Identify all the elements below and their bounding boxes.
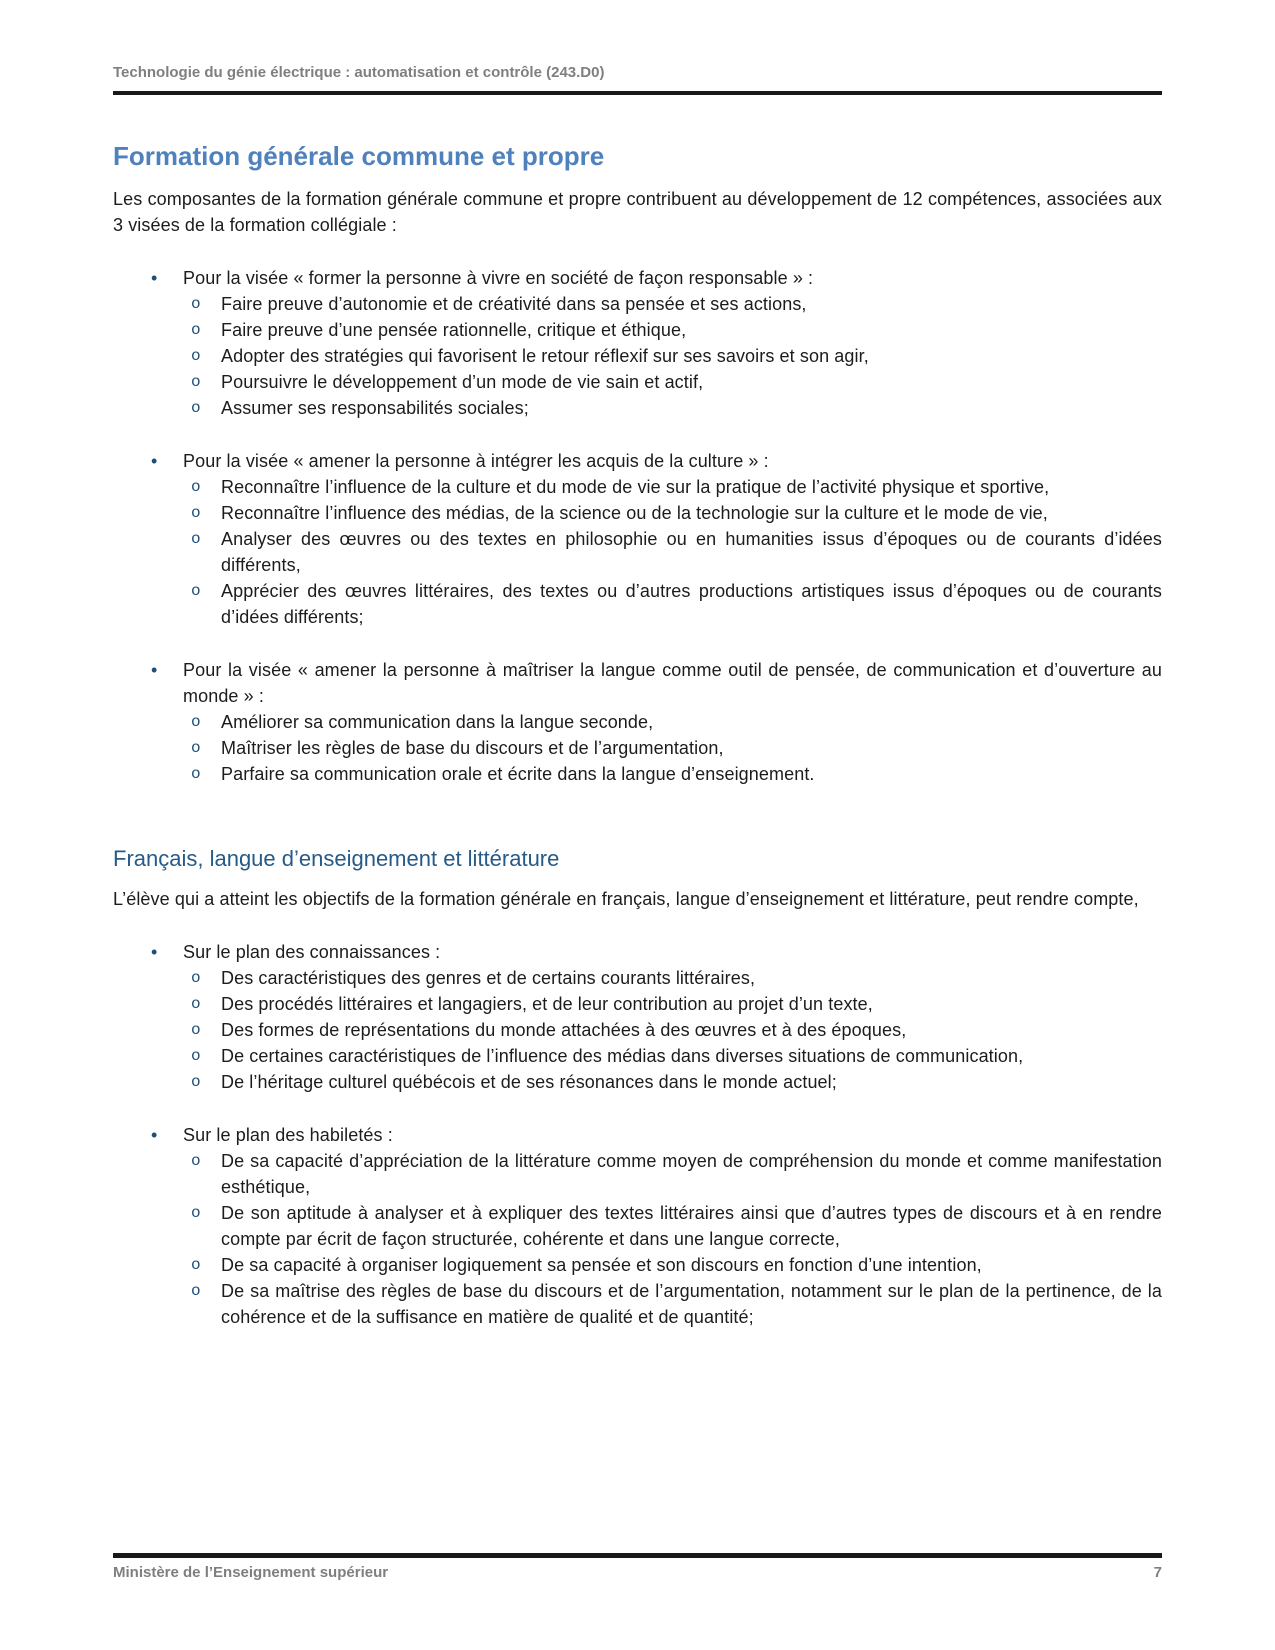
- sub-bullet-item: [113, 1069, 1162, 1095]
- bullet-dot-icon: •: [151, 660, 158, 680]
- circle-bullet-icon: o: [191, 995, 201, 1013]
- sub-bullet-item-text: Reconnaître l’influence de la culture et du mode de vie sur la pratique de l’activité physique et sportive,: [221, 477, 1050, 497]
- sub-bullet-item-text: De sa maîtrise des règles de base du discours et de l’argumentation, notamment sur le plan de la pertinence, de la cohérence et de la suffisance en matière de qualité et de quantité;: [221, 1281, 1162, 1327]
- bullet-item-text: Sur le plan des habiletés :: [183, 1125, 393, 1145]
- sub-bullet-item: [113, 474, 1162, 500]
- circle-bullet-icon: o: [191, 713, 201, 731]
- bullet-item: [113, 448, 1162, 474]
- sub-bullet-item: [113, 500, 1162, 526]
- section-1: [113, 141, 1162, 787]
- header-title: Technologie du génie électrique : automatisation et contrôle (243.D0): [113, 64, 1162, 95]
- bullet-item-text: Sur le plan des connaissances :: [183, 942, 441, 962]
- bullet-group: [113, 657, 1162, 787]
- bullet-item: [113, 265, 1162, 291]
- sub-bullet-item: [113, 1278, 1162, 1330]
- section-2: [113, 845, 1162, 1330]
- running-footer: [113, 1553, 1162, 1581]
- bullet-group: [113, 939, 1162, 1095]
- intro-paragraph: L’élève qui a atteint les objectifs de la formation générale en français, langue d’enseignement et littérature, peut rendre compte,: [113, 889, 1139, 909]
- circle-bullet-icon: o: [191, 1152, 201, 1170]
- running-header: [113, 0, 1162, 95]
- sub-bullet-item-text: De son aptitude à analyser et à expliquer des textes littéraires ainsi que d’autres types de discours et à en rendre compte par écrit de façon structurée, cohérente et dans une langue correcte,: [221, 1203, 1162, 1249]
- sub-bullet-item: [113, 965, 1162, 991]
- circle-bullet-icon: o: [191, 347, 201, 365]
- sub-bullet-item-text: Reconnaître l’influence des médias, de la science ou de la technologie sur la culture et le mode de vie,: [221, 503, 1048, 523]
- sub-bullet-item: [113, 1252, 1162, 1278]
- circle-bullet-icon: o: [191, 739, 201, 757]
- sub-bullet-item: [113, 526, 1162, 578]
- circle-bullet-icon: o: [191, 1073, 201, 1091]
- circle-bullet-icon: o: [191, 969, 201, 987]
- sub-bullet-item: [113, 291, 1162, 317]
- sub-bullet-item-text: Des procédés littéraires et langagiers, et de leur contribution au projet d’un texte,: [221, 994, 873, 1014]
- bullet-item-text: Pour la visée « amener la personne à maîtriser la langue comme outil de pensée, de communication et d’ouverture au monde » :: [183, 660, 1162, 706]
- footer-text: Ministère de l’Enseignement supérieur: [113, 1564, 389, 1581]
- bullet-dot-icon: •: [151, 451, 158, 471]
- sub-bullet-item-text: Poursuivre le développement d’un mode de vie sain et actif,: [221, 372, 704, 392]
- sub-bullet-item-text: Apprécier des œuvres littéraires, des textes ou d’autres productions artistiques issus d’époques ou de courants d’idées différents;: [221, 581, 1162, 627]
- circle-bullet-icon: o: [191, 530, 201, 548]
- sub-bullet-item-text: De sa capacité d’appréciation de la littérature comme moyen de compréhension du monde et comme manifestation esthétique,: [221, 1151, 1162, 1197]
- bullet-dot-icon: •: [151, 268, 158, 288]
- sub-bullet-item: [113, 991, 1162, 1017]
- bullet-item-text: Pour la visée « amener la personne à intégrer les acquis de la culture » :: [183, 451, 769, 471]
- sub-bullet-item: [113, 709, 1162, 735]
- sub-bullet-item: [113, 1043, 1162, 1069]
- circle-bullet-icon: o: [191, 1021, 201, 1039]
- bullet-item-text: Pour la visée « former la personne à vivre en société de façon responsable » :: [183, 268, 814, 288]
- page-content: [113, 0, 1162, 1330]
- circle-bullet-icon: o: [191, 1204, 201, 1222]
- circle-bullet-icon: o: [191, 321, 201, 339]
- sub-bullet-item-text: Parfaire sa communication orale et écrite dans la langue d’enseignement.: [221, 764, 815, 784]
- sub-bullet-item-text: Faire preuve d’une pensée rationnelle, critique et éthique,: [221, 320, 687, 340]
- sub-bullet-item-text: Maîtriser les règles de base du discours et de l’argumentation,: [221, 738, 724, 758]
- sub-bullet-item: [113, 761, 1162, 787]
- sub-bullet-item-text: Faire preuve d’autonomie et de créativité dans sa pensée et ses actions,: [221, 294, 807, 314]
- bullet-item: [113, 939, 1162, 965]
- bullet-dot-icon: •: [151, 942, 158, 962]
- circle-bullet-icon: o: [191, 1282, 201, 1300]
- bullet-group: [113, 1122, 1162, 1330]
- circle-bullet-icon: o: [191, 478, 201, 496]
- sub-bullet-item-text: Adopter des stratégies qui favorisent le retour réflexif sur ses savoirs et son agir,: [221, 346, 869, 366]
- circle-bullet-icon: o: [191, 582, 201, 600]
- sub-bullet-item-text: Améliorer sa communication dans la langue seconde,: [221, 712, 654, 732]
- document-body: [113, 141, 1162, 1330]
- sub-bullet-item: [113, 1200, 1162, 1252]
- sub-bullet-item-text: Assumer ses responsabilités sociales;: [221, 398, 529, 418]
- circle-bullet-icon: o: [191, 373, 201, 391]
- sub-bullet-item: [113, 395, 1162, 421]
- sub-bullet-item-text: De sa capacité à organiser logiquement sa pensée et son discours en fonction d’une intention,: [221, 1255, 982, 1275]
- circle-bullet-icon: o: [191, 295, 201, 313]
- sub-bullet-item: [113, 317, 1162, 343]
- sub-bullet-item: [113, 578, 1162, 630]
- sub-bullet-item: [113, 369, 1162, 395]
- bullet-dot-icon: •: [151, 1125, 158, 1145]
- bullet-item: [113, 1122, 1162, 1148]
- circle-bullet-icon: o: [191, 504, 201, 522]
- sub-bullet-item-text: Des formes de représentations du monde attachées à des œuvres et à des époques,: [221, 1020, 907, 1040]
- sub-bullet-item-text: Analyser des œuvres ou des textes en philosophie ou en humanities issus d’époques ou de courants d’idées différents,: [221, 529, 1162, 575]
- sub-bullet-item: [113, 1017, 1162, 1043]
- circle-bullet-icon: o: [191, 1256, 201, 1274]
- sub-bullet-item-text: De certaines caractéristiques de l’influence des médias dans diverses situations de communication,: [221, 1046, 1024, 1066]
- bullet-item: [113, 657, 1162, 709]
- sub-bullet-item: [113, 735, 1162, 761]
- subsection-heading: Français, langue d’enseignement et littérature: [113, 846, 560, 871]
- sub-bullet-item-text: Des caractéristiques des genres et de certains courants littéraires,: [221, 968, 756, 988]
- section-heading: Formation générale commune et propre: [113, 141, 605, 171]
- sub-bullet-item-text: De l’héritage culturel québécois et de ses résonances dans le monde actuel;: [221, 1072, 837, 1092]
- bullet-group: [113, 265, 1162, 421]
- sub-bullet-item: [113, 343, 1162, 369]
- circle-bullet-icon: o: [191, 765, 201, 783]
- bullet-group: [113, 448, 1162, 630]
- circle-bullet-icon: o: [191, 399, 201, 417]
- page-number: 7: [1153, 1564, 1162, 1581]
- sub-bullet-item: [113, 1148, 1162, 1200]
- circle-bullet-icon: o: [191, 1047, 201, 1065]
- intro-paragraph: Les composantes de la formation générale commune et propre contribuent au développement de 12 compétences, associées aux 3 visées de la formation collégiale :: [113, 189, 1162, 235]
